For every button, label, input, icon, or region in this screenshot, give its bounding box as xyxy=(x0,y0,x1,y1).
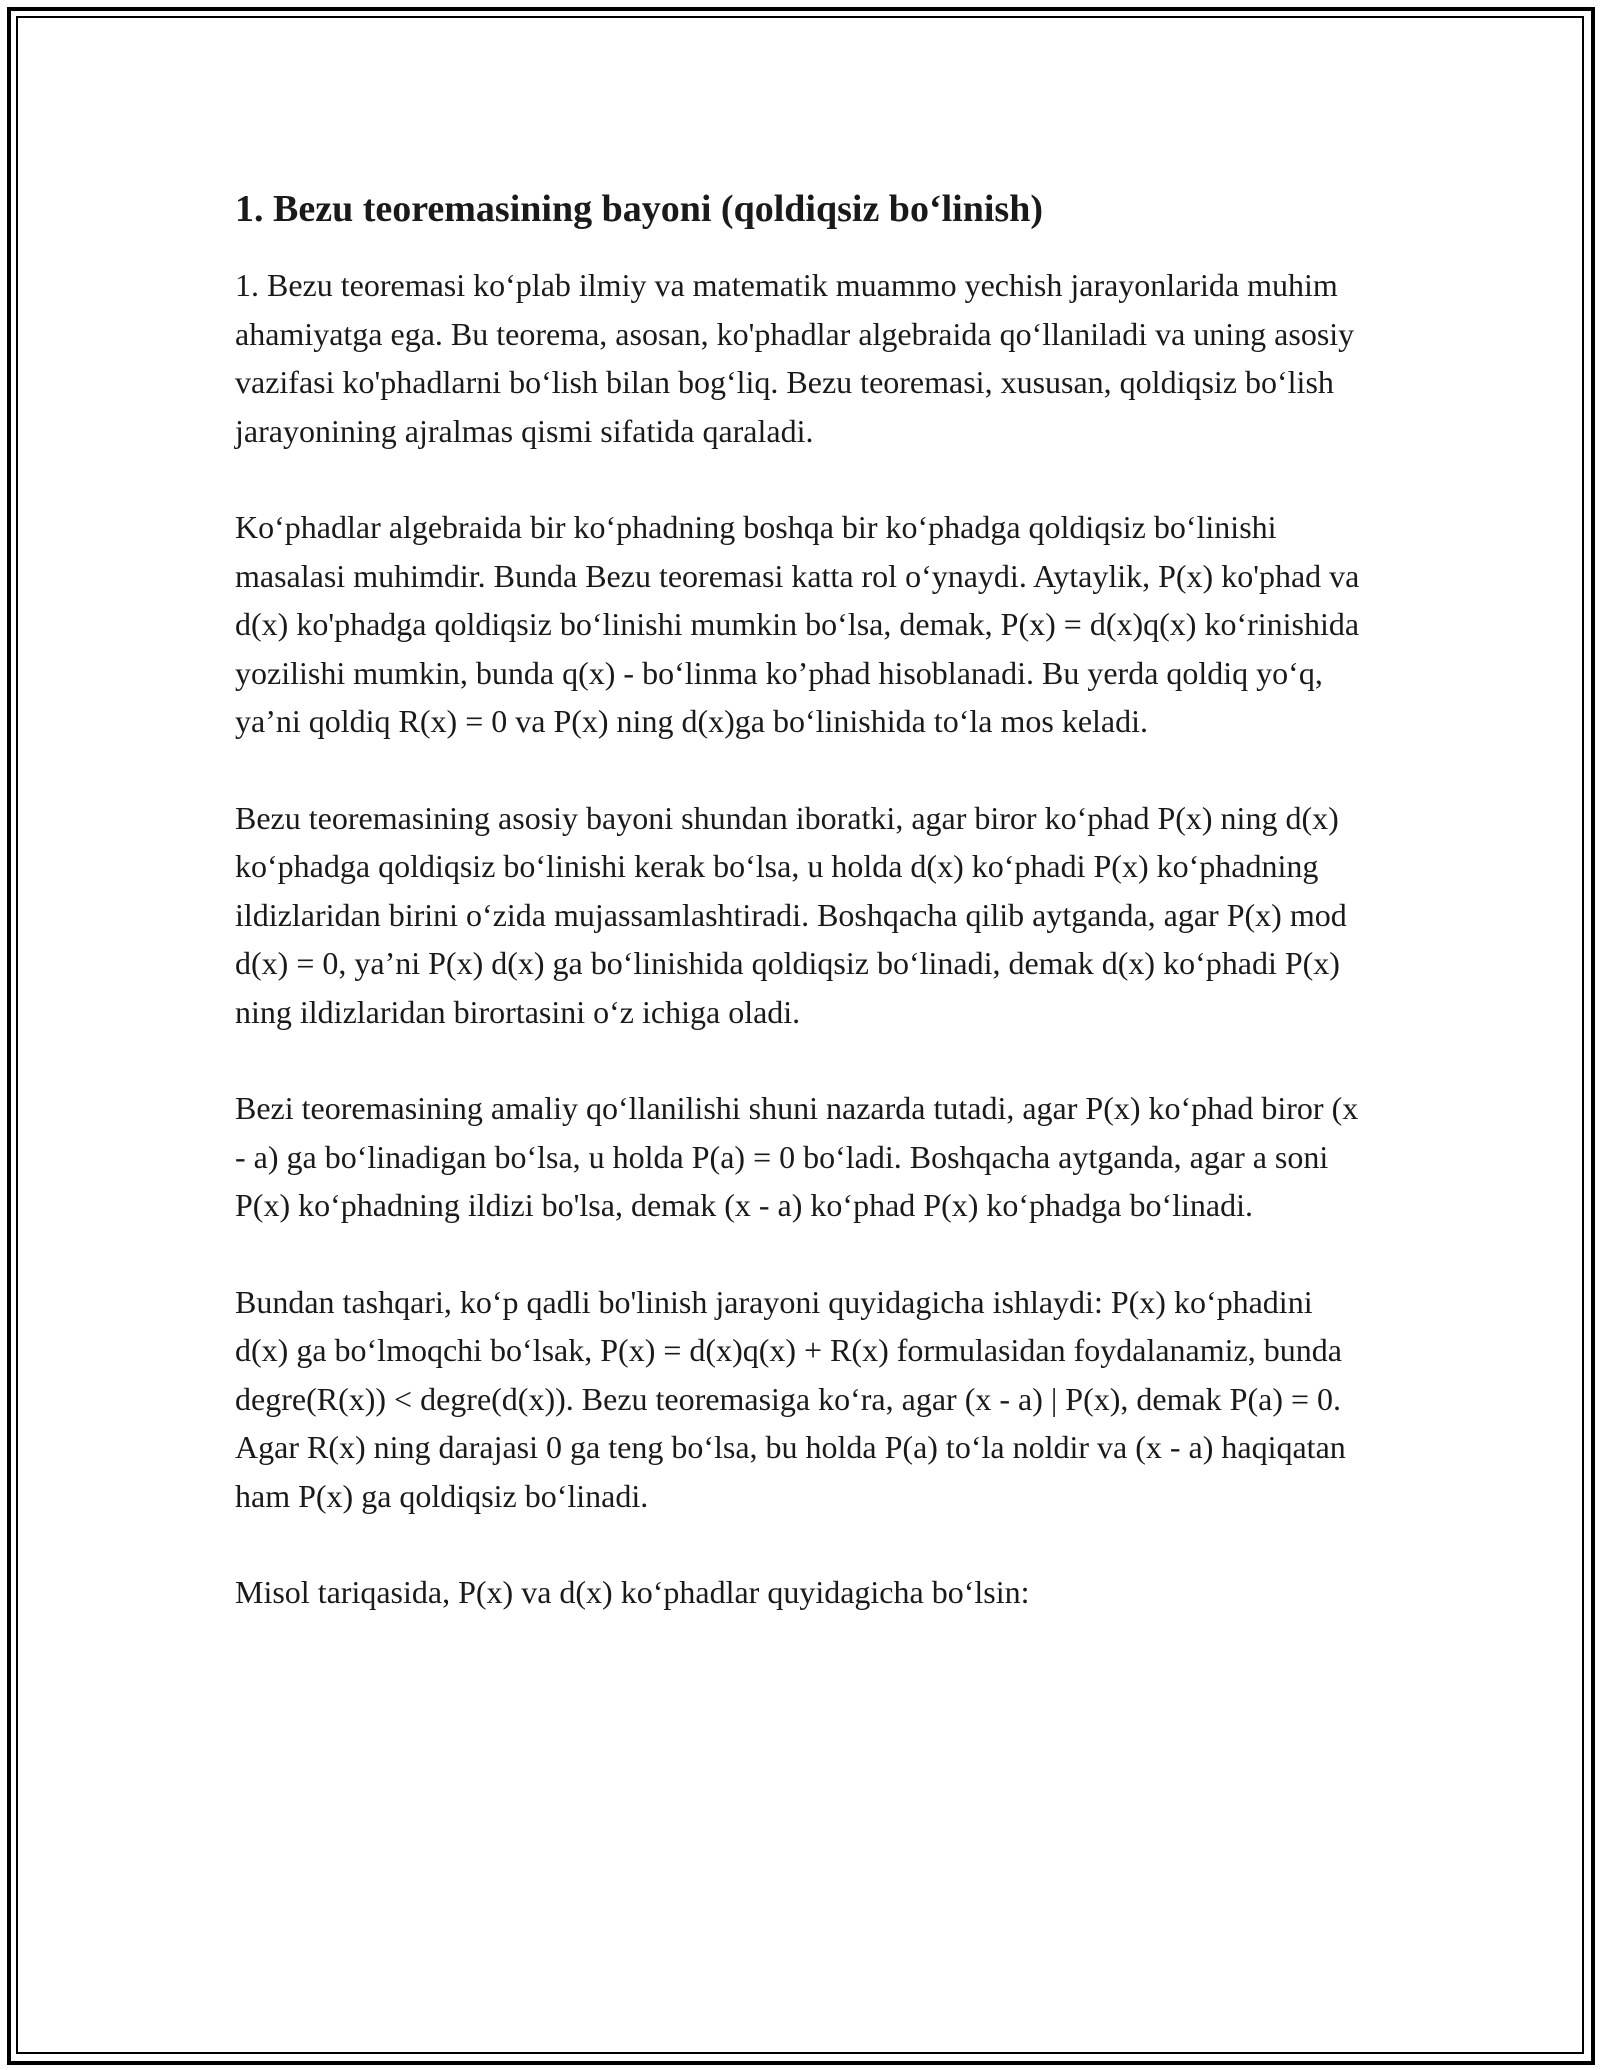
paragraph-2: Ko‘phadlar algebraida bir ko‘phadning boshqa bir ko‘phadga qoldiqsiz bo‘linishi masalasi muhimdir. Bunda Bezu teoremasi katta rol o‘ynaydi. Aytaylik, P(x) ko'phad va d(x) ko'phadga qoldiqsiz bo‘linishi mumkin bo‘lsa, demak, P(x) = d(x)q(x) ko‘rinishida yozilishi mumkin, bunda q(x) - bo‘linma ko’phad hisoblanadi. Bu yerda qoldiq yo‘q, ya’ni qoldiq R(x) = 0 va P(x) ning d(x)ga bo‘linishida to‘la mos keladi. xyxy=(235,509,1360,739)
paragraph-6: Misol tariqasida, P(x) va d(x) ko‘phadlar quyidagicha bo‘lsin: xyxy=(235,1574,1030,1610)
paragraph-5: Bundan tashqari, ko‘p qadli bo'linish jarayoni quyidagicha ishlaydi: P(x) ko‘phadini d(x) ga bo‘lmoqchi bo‘lsak, P(x) = d(x)q(x) + R(x) formulasidan foydalanamiz, bunda degre(R(x)) < degre(d(x)). Bezu teoremasiga ko‘ra, agar (x - a) | P(x), demak P(a) = 0. Agar R(x) ning darajasi 0 ga teng bo‘lsa, bu holda P(a) to‘la noldir va (x - a) haqiqatan ham P(x) ga qoldiqsiz bo‘linadi. xyxy=(235,1283,1346,1514)
paragraph-3: Bezu teoremasining asosiy bayoni shundan iboratki, agar biror ko‘phad P(x) ning d(x) ko‘phadga qoldiqsiz bo‘linishi kerak bo‘lsa, u holda d(x) ko‘phadi P(x) ko‘phadning ildizlaridan birini o‘zida mujassamlashtiradi. Boshqacha qilib aytganda, agar P(x) mod d(x) = 0, ya’ni P(x) d(x) ga bo‘linishida qoldiqsiz bo‘linadi, demak d(x) ko‘phadi P(x) ning ildizlaridan birortasini o‘z ichiga oladi. xyxy=(235,799,1347,1030)
page-title: 1. Bezu teoremasining bayoni (qoldiqsiz bo‘linish) xyxy=(235,188,1043,230)
document-body xyxy=(235,185,1365,1665)
paragraph-1: 1. Bezu teoremasi ko‘plab ilmiy va matematik muammo yechish jarayonlarida muhim ahamiyatga ega. Bu teorema, asosan, ko'phadlar algebraida qo‘llaniladi va uning asosiy vazifasi ko'phadlarni bo‘lish bilan bog‘liq. Bezu teoremasi, xususan, qoldiqsiz bo‘lish jarayonining ajralmas qismi sifatida qaraladi. xyxy=(235,267,1355,449)
paragraph-4: Bezi teoremasining amaliy qo‘llanilishi shuni nazarda tutadi, agar P(x) ko‘phad biror (x - a) ga bo‘linadigan bo‘lsa, u holda P(a) = 0 bo‘ladi. Boshqacha aytganda, agar a soni P(x) ko‘phadning ildizi bo'lsa, demak (x - a) ko‘phad P(x) ko‘phadga bo‘linadi. xyxy=(235,1090,1359,1223)
